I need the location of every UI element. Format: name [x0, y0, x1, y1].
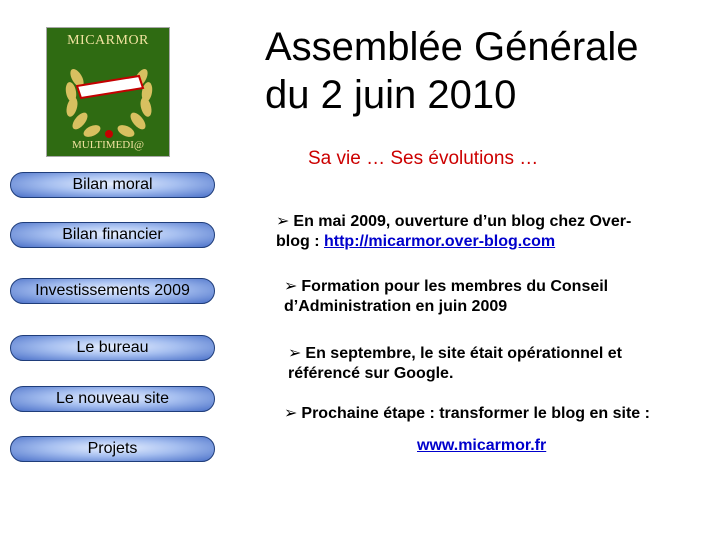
- bullet-text-cont: référencé sur Google.: [288, 365, 454, 382]
- arrow-bullet-icon: ➢: [284, 405, 298, 422]
- bullet-formation: [284, 277, 608, 317]
- title-line-1: Assemblée Générale: [265, 25, 639, 69]
- bullet-site: [288, 344, 622, 384]
- nav-button-le-bureau[interactable]: Le bureau: [10, 335, 215, 361]
- nav-button-investissements[interactable]: Investissements 2009: [10, 278, 215, 304]
- nav-button-bilan-moral[interactable]: Bilan moral: [10, 172, 215, 198]
- logo-bottom-text: MULTIMEDI@: [71, 139, 145, 151]
- nav-button-nouveau-site[interactable]: Le nouveau site: [10, 386, 215, 412]
- arrow-bullet-icon: ➢: [276, 213, 290, 230]
- bullet-text: Prochaine étape : transformer le blog en site :: [301, 405, 650, 422]
- bullet-text: Formation pour les membres du Conseil: [301, 278, 609, 295]
- bullet-blog: [276, 212, 631, 252]
- nav-button-bilan-financier[interactable]: Bilan financier: [10, 222, 215, 248]
- logo-top-text: MICARMOR: [67, 33, 149, 48]
- site-link[interactable]: www.micarmor.fr: [417, 437, 547, 454]
- bullet-next-step: [284, 404, 650, 424]
- title-line-2: du 2 juin 2010: [265, 73, 517, 117]
- arrow-bullet-icon: ➢: [284, 278, 298, 295]
- micarmor-logo: [46, 27, 170, 157]
- page-title: [265, 23, 639, 119]
- bullet-text-cont: blog :: [276, 233, 324, 250]
- bullet-text: En septembre, le site était opérationnel et: [305, 345, 622, 362]
- nav-button-projets[interactable]: Projets: [10, 436, 215, 462]
- bullet-text-cont: d’Administration en juin 2009: [284, 298, 508, 315]
- subtitle: Sa vie … Ses évolutions …: [308, 148, 539, 169]
- blog-link[interactable]: http://micarmor.over-blog.com: [323, 233, 556, 250]
- arrow-bullet-icon: ➢: [288, 345, 302, 362]
- bullet-text: En mai 2009, ouverture d’un blog chez Over-: [293, 213, 632, 230]
